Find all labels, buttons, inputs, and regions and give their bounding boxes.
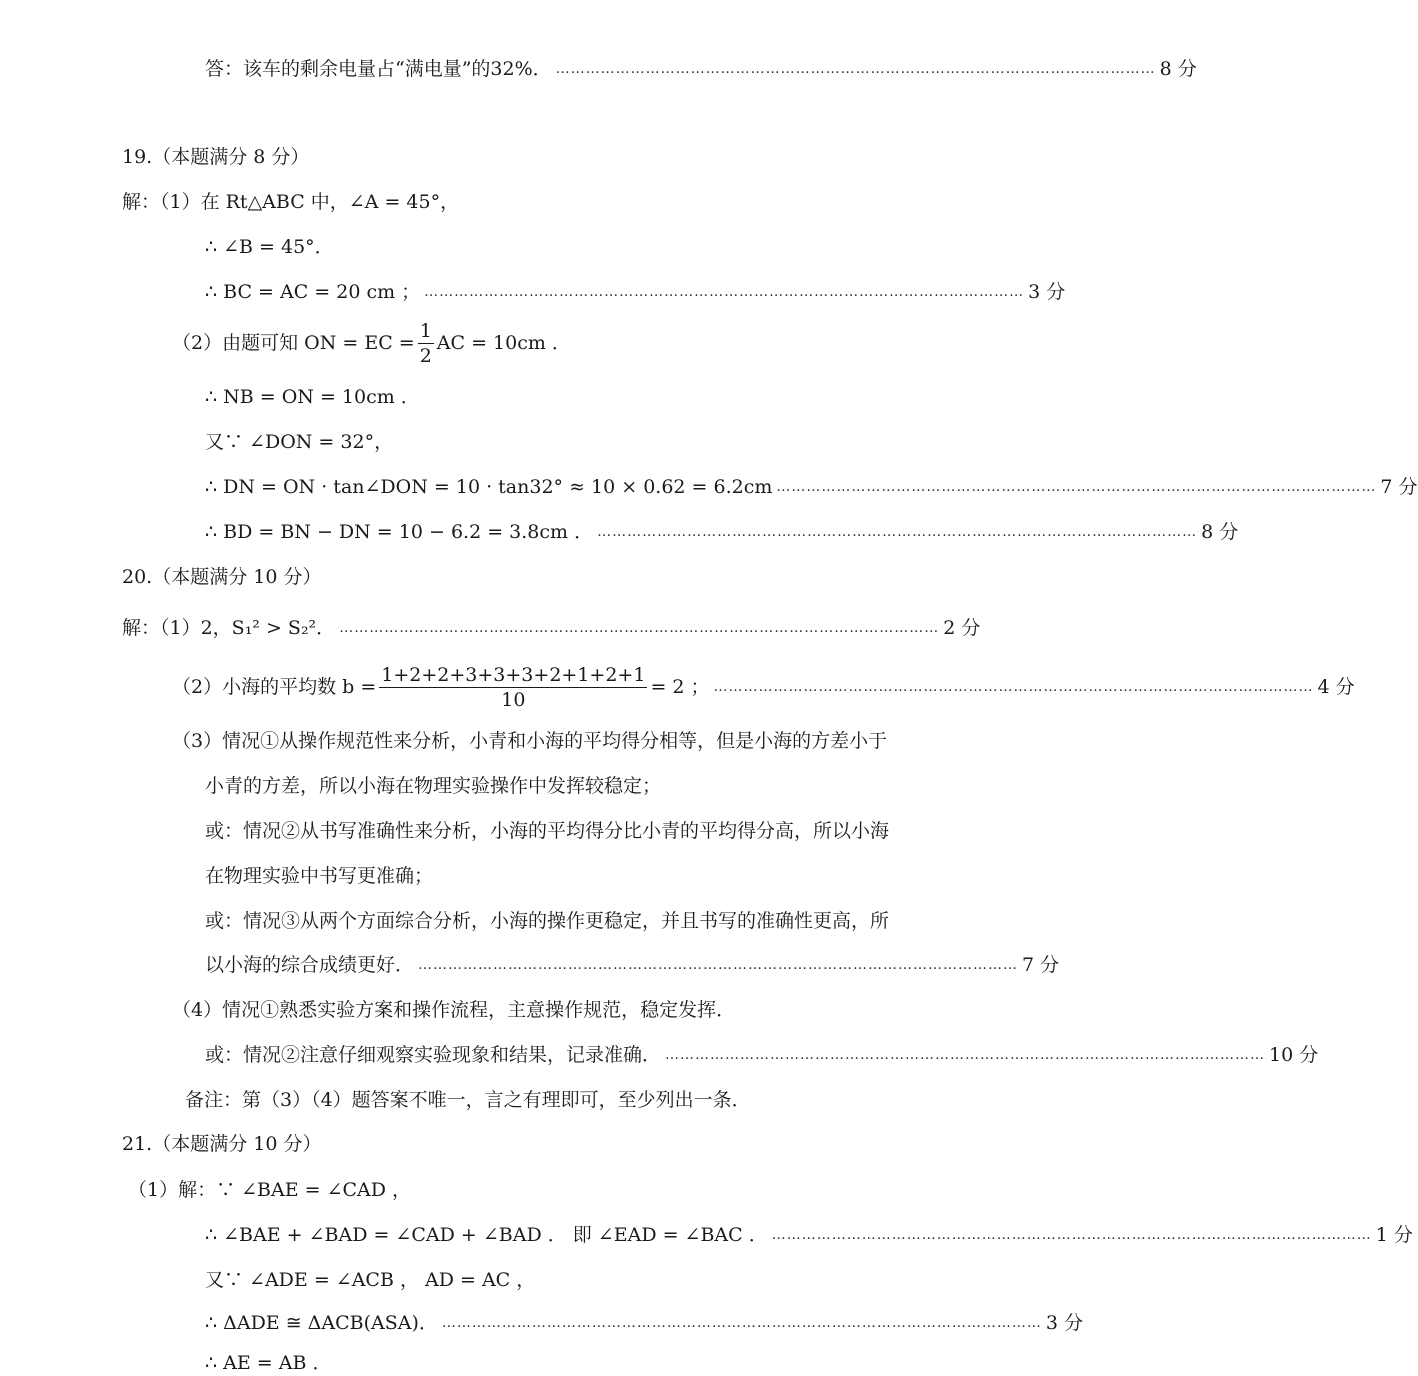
q20-line-4: 小青的方差，所以小海在物理实验操作中发挥较稳定； (205, 775, 662, 797)
q21-line-3: 又∵ ∠ADE = ∠ACB ， AD = AC ， (205, 1269, 536, 1291)
q21-line-1: （1）解：∵ ∠BAE = ∠CAD ， (128, 1179, 412, 1201)
leader-dots: ………………………………………………………………………………………………………… (418, 957, 1019, 973)
q20-line-5: 或：情况②从书写准确性来分析，小海的平均得分比小青的平均得分高，所以小海 (205, 820, 890, 842)
q19-line-4-suffix: AC = 10cm ． (436, 332, 571, 354)
q20-line-2-score: 4 分 (1317, 676, 1355, 698)
q19-line-3-text: ∴ BC = AC = 20 cm ； (205, 281, 421, 303)
fraction-denominator: 2 (419, 344, 432, 367)
fraction-half (418, 319, 434, 368)
q18-answer-text: 答：该车的剩余电量占“满电量”的32%． (205, 58, 552, 80)
q21-line-5: ∴ AE = AB ． (205, 1352, 332, 1374)
q19-line-4-prefix: （2）由题可知 ON = EC = (172, 332, 415, 354)
q21-header: 21.（本题满分 10 分） (122, 1133, 322, 1155)
leader-dots: ………………………………………………………………………………………………………… (665, 1047, 1266, 1063)
q20-line-8-score: 7 分 (1022, 954, 1060, 976)
q21-line-2 (205, 1218, 1413, 1252)
q18-score: 8 分 (1159, 58, 1197, 80)
q19-line-3 (205, 275, 1066, 309)
q21-line-2-score: 1 分 (1375, 1224, 1413, 1246)
q21-line-2-text: ∴ ∠BAE + ∠BAD = ∠CAD + ∠BAD ． 即 ∠EAD = ∠BAC ． (205, 1224, 768, 1246)
q19-line-8-score: 8 分 (1201, 521, 1239, 543)
q20-line-3: （3）情况①从操作规范性来分析，小青和小海的平均得分相等，但是小海的方差小于 (172, 730, 888, 752)
q20-line-1 (122, 611, 981, 645)
q20-line-7: 或：情况③从两个方面综合分析，小海的操作更稳定，并且书写的准确性更高，所 (205, 910, 890, 932)
fraction-numerator: 1+2+2+3+3+3+2+1+2+1 (381, 663, 646, 686)
q20-line-8-text: 以小海的综合成绩更好． (205, 954, 415, 976)
q20-line-6: 在物理实验中书写更准确； (205, 865, 434, 887)
q19-line-5: ∴ NB = ON = 10cm ． (205, 386, 420, 408)
q19-line-4 (172, 316, 571, 370)
q20-line-2-suffix: = 2 ； (650, 676, 710, 698)
q19-header: 19.（本题满分 8 分） (122, 146, 310, 168)
q20-line-2 (172, 660, 1355, 714)
q19-line-2: ∴ ∠B = 45°． (205, 236, 334, 258)
q20-line-10-score: 10 分 (1269, 1044, 1319, 1066)
leader-dots: ………………………………………………………………………………………………………… (424, 284, 1025, 300)
q20-line-2-prefix: （2）小海的平均数 b = (172, 676, 377, 698)
leader-dots: ………………………………………………………………………………………………………… (776, 479, 1377, 495)
q20-line-10-text: 或：情况②注意仔细观察实验现象和结果，记录准确． (205, 1044, 662, 1066)
q19-line-7-text: ∴ DN = ON · tan∠DON = 10 · tan32° ≈ 10 × 0.62 = 6.2cm (205, 476, 773, 498)
leader-dots: ………………………………………………………………………………………………………… (441, 1315, 1042, 1331)
q18-answer-line (205, 52, 1197, 86)
fraction-average (379, 663, 647, 712)
fraction-numerator: 1 (419, 319, 432, 342)
q20-line-10 (205, 1038, 1319, 1072)
q19-line-8-text: ∴ BD = BN − DN = 10 − 6.2 = 3.8cm ． (205, 521, 594, 543)
q20-line-9: （4）情况①熟悉实验方案和操作流程，主意操作规范，稳定发挥． (172, 999, 736, 1021)
q20-header: 20.（本题满分 10 分） (122, 566, 322, 588)
q20-line-8 (205, 948, 1060, 982)
q19-line-8 (205, 515, 1239, 549)
q20-note: 备注：第（3）（4）题答案不唯一，言之有理即可，至少列出一条． (185, 1089, 751, 1111)
q21-line-4 (205, 1306, 1084, 1340)
leader-dots: ………………………………………………………………………………………………………… (771, 1227, 1372, 1243)
q21-line-4-text: ∴ ΔADE ≅ ΔACB(ASA)． (205, 1312, 438, 1334)
q19-line-3-score: 3 分 (1028, 281, 1066, 303)
q20-line-1-score: 2 分 (943, 617, 981, 639)
q19-line-1: 解：（1）在 Rt△ABC 中，∠A = 45°， (122, 191, 460, 213)
leader-dots: ………………………………………………………………………………………………………… (339, 620, 940, 636)
q19-line-6: 又∵ ∠DON = 32°， (205, 431, 394, 453)
q20-line-1-text: 解：（1）2，S₁² > S₂²． (122, 617, 336, 639)
leader-dots: ………………………………………………………………………………………………………… (597, 524, 1198, 540)
q19-line-7-score: 7 分 (1380, 476, 1418, 498)
leader-dots: ………………………………………………………………………………………………………… (555, 61, 1156, 77)
leader-dots: ………………………………………………………………………………………………………… (713, 679, 1314, 695)
q21-line-4-score: 3 分 (1045, 1312, 1084, 1334)
fraction-denominator: 10 (501, 688, 526, 711)
q19-line-7 (205, 470, 1418, 504)
